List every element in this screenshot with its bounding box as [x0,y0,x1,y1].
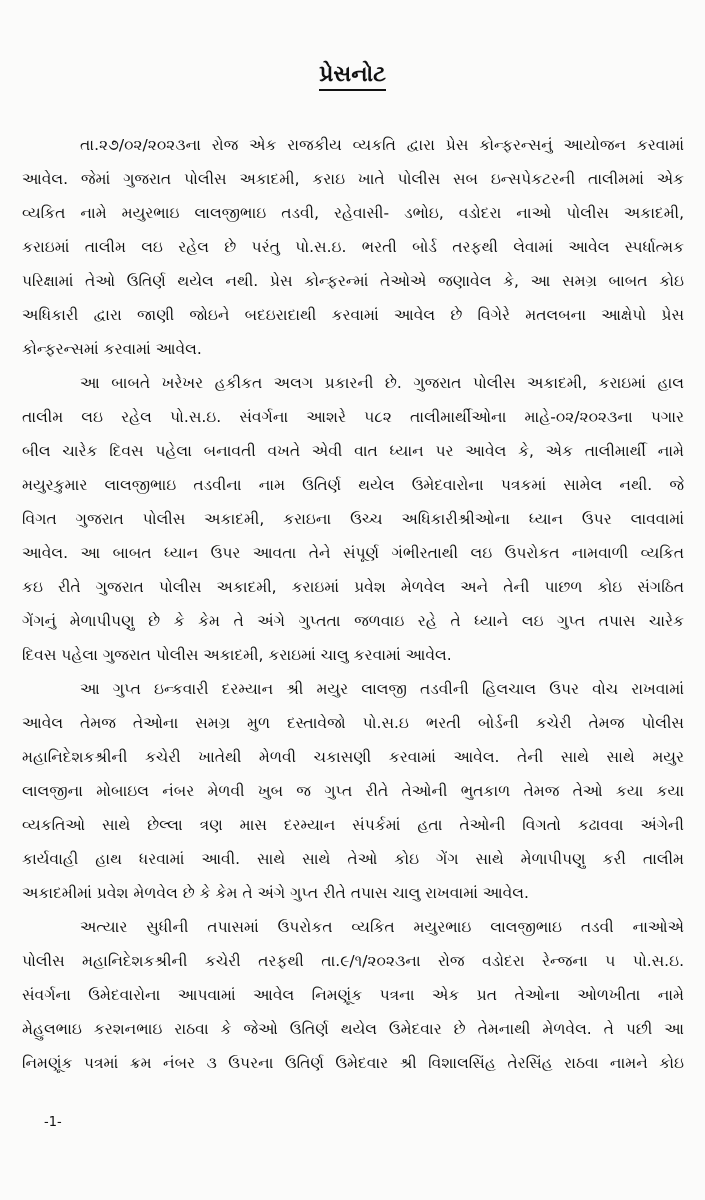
paragraph-line: આવેલ તેમજ તેઓના સમગ્ર મુળ દસ્તાવેજો પો.સ.ઇ ભરતી બોર્ડની કચેરી તેમજ પોલીસ [22,714,684,732]
paragraph-line: કરાઇમાં તાલીમ લઇ રહેલ છે પરંતુ પો.સ.ઇ. ભરતી બોર્ડ તરફથી લેવામાં આવેલ સ્પર્ધાત્મક [22,238,684,256]
paragraph-line: નિમણૂંક પત્રમાં ક્રમ નંબર ૩ ઉપરના ઉતિર્ણ ઉમેદવાર શ્રી વિશાલસિંહ તેરસિંહ રાઠવા નામને કોઇ [22,1054,684,1072]
paragraph-line: કઇ રીતે ગુજરાત પોલીસ અકાદમી, કરાઇમાં પ્રવેશ મેળવેલ અને તેની પાછળ કોઇ સંગઠિત [22,578,684,596]
paragraph-line: કોન્ફરન્સમાં કરવામાં આવેલ. [22,340,202,358]
paragraph-line: આવેલ. આ બાબત ધ્યાન ઉપર આવતા તેને સંપૂર્ણ ગંભીરતાથી લઇ ઉપરોકત નામવાળી વ્યકિત [22,544,684,562]
page-title-text: પ્રેસનોટ [319,62,386,91]
paragraph-line: બીલ ચારેક દિવસ પહેલા બનાવતી વખતે એવી વાત ધ્યાન પર આવેલ કે, એક તાલીમાર્થી નામે [22,442,684,460]
paragraph-line: લાલજીના મોબાઇલ નંબર મેળવી ખુબ જ ગુપ્ત રીતે તેઓની ભુતકાળ તેમજ તેઓ કયા કયા [22,782,684,800]
paragraph-line: પોલીસ મહાનિદેશકશ્રીની કચેરી તરફથી તા.૯/૧/૨૦૨૩ના રોજ વડોદરા રેન્જના ૫ પો.સ.ઇ. [22,952,684,970]
paragraph-line: તા.૨૭/૦૨/૨૦૨૩ના રોજ એક રાજકીય વ્યકતિ દ્વારા પ્રેસ કોન્ફરન્સનું આયોજન કરવામાં [80,136,684,154]
paragraph-line: આ બાબતે ખરેખર હકીકત અલગ પ્રકારની છે. ગુજરાત પોલીસ અકાદમી, કરાઇમાં હાલ [80,374,684,392]
paragraph-line: દિવસ પહેલા ગુજરાત પોલીસ અકાદમી, કરાઇમાં ચાલુ કરવામાં આવેલ. [22,646,452,664]
paragraph-line: વ્યકિત નામે મયુરભાઇ લાલજીભાઇ તડવી, રહેવાસી- ડભોઇ, વડોદરા નાઓ પોલીસ અકાદમી, [22,204,684,222]
paragraph-1 [22,128,684,366]
paragraph-line: અધિકારી દ્વારા જાણી જોઇને બદઇરાદાથી કરવામાં આવેલ છે વિગેરે મતલબના આક્ષેપો પ્રેસ [22,306,684,324]
paragraph-2 [22,366,684,672]
document-body [22,128,684,1080]
paragraph-line: અકાદમીમાં પ્રવેશ મેળવેલ છે કે કેમ તે અંગે ગુપ્ત રીતે તપાસ ચાલુ રાખવામાં આવેલ. [22,884,529,902]
paragraph-line: મયુરકુમાર લાલજીભાઇ તડવીના નામ ઉતિર્ણ થયેલ ઉમેદવારોના પત્રકમાં સામેલ નથી. જે [22,476,684,494]
paragraph-line: આ ગુપ્ત ઇન્કવારી દરમ્યાન શ્રી મયુર લાલજી તડવીની હિલચાલ ઉપર વોચ રાખવામાં [80,680,684,698]
paragraph-line: તાલીમ લઇ રહેલ પો.સ.ઇ. સંવર્ગના આશરે ૫૮૨ તાલીમાર્થીઓના માહે-૦૨/૨૦૨૩ના પગાર [22,408,684,426]
paragraph-line: કાર્યવાહી હાથ ધરવામાં આવી. સાથે સાથે તેઓ કોઇ ગેંગ સાથે મેળાપીપણુ કરી તાલીમ [22,850,684,868]
paragraph-line: વિગત ગુજરાત પોલીસ અકાદમી, કરાઇના ઉચ્ચ અધિકારીશ્રીઓના ધ્યાન ઉપર લાવવામાં [22,510,684,528]
paragraph-line: ગેંગનું મેળાપીપણુ છે કે કેમ તે અંગે ગુપ્તતા જળવાઇ રહે તે ધ્યાને લઇ ગુપ્ત તપાસ ચારેક [22,612,684,630]
paragraph-3 [22,672,684,910]
paragraph-4 [22,910,684,1080]
paragraph-line: અત્યાર સુધીની તપાસમાં ઉપરોકત વ્યકિત મયુરભાઇ લાલજીભાઇ તડવી નાઓએ [80,918,684,936]
paragraph-line: મેહુલભાઇ કરશનભાઇ રાઠવા કે જેઓ ઉતિર્ણ થયેલ ઉમેદવાર છે તેમનાથી મેળવેલ. તે પછી આ [22,1020,684,1038]
paragraph-line: આવેલ. જેમાં ગુજરાત પોલીસ અકાદમી, કરાઇ ખાતે પોલીસ સબ ઇન્સપેકટરની તાલીમમાં એક [22,170,684,188]
paragraph-line: પરિક્ષામાં તેઓ ઉતિર્ણ થયેલ નથી. પ્રેસ કોન્ફરન્માં તેઓએ જણાવેલ કે, આ સમગ્ર બાબત કોઇ [22,272,684,290]
paragraph-line: વ્યકતિઓ સાથે છેલ્લા ત્રણ માસ દરમ્યાન સંપર્કમાં હતા તેઓની વિગતો કઢાવવા અંગેની [22,816,684,834]
paragraph-line: મહાનિદેશકશ્રીની કચેરી ખાતેથી મેળવી ચકાસણી કરવામાં આવેલ. તેની સાથે સાથે મયુર [22,748,684,766]
page-title [0,62,705,87]
paragraph-line: સંવર્ગના ઉમેદવારોના આપવામાં આવેલ નિમણૂંક પત્રના એક પ્રત તેઓના ઓળખીતા નામે [22,986,684,1004]
page-number: -1- [44,1115,62,1130]
